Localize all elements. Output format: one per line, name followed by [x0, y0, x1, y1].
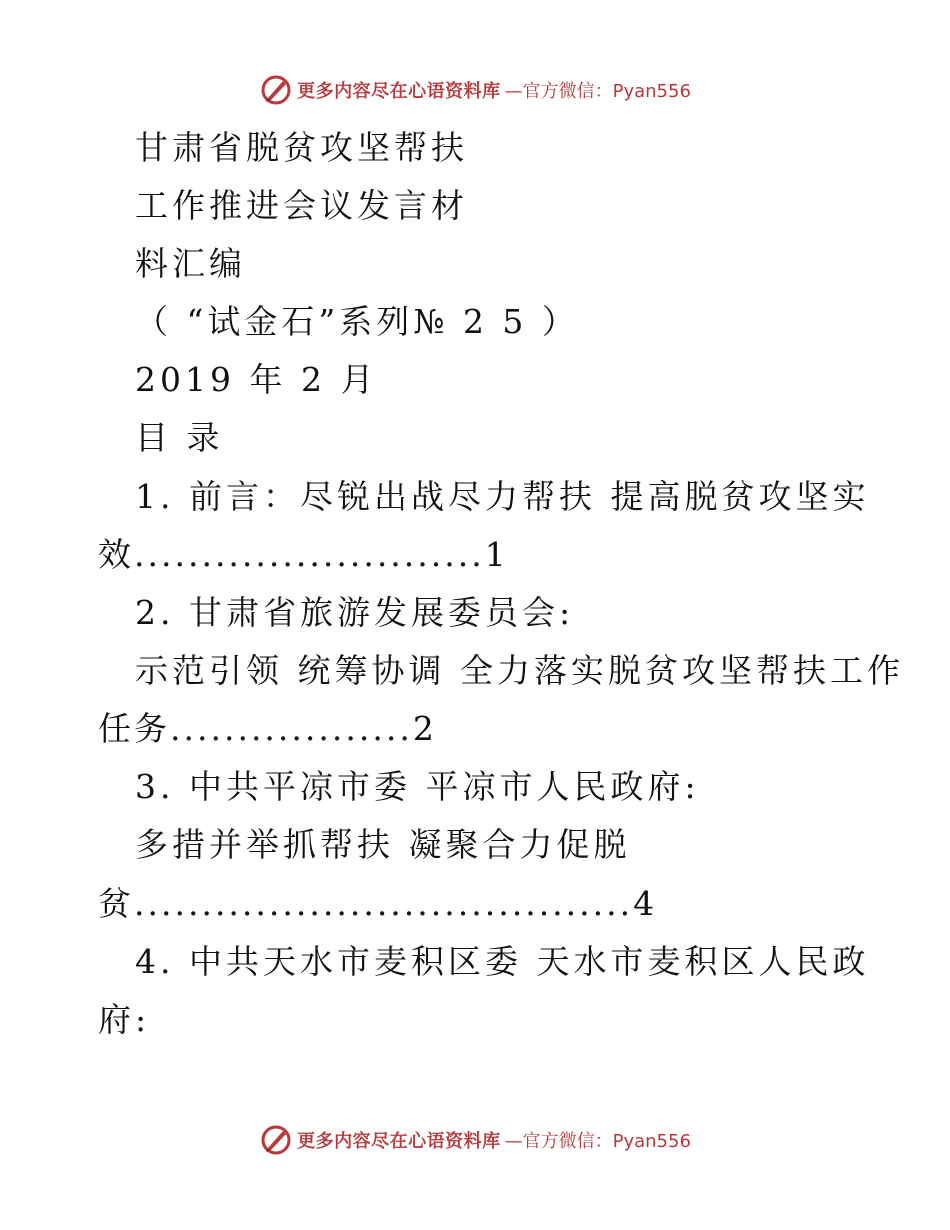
doc-title-line-2: 工作推进会议发言材	[135, 186, 468, 225]
toc-line: 贫.....................................4	[98, 884, 658, 923]
quill-pen-circle-icon	[259, 73, 293, 107]
toc-line: 效..........................1	[98, 535, 509, 574]
doc-title-line-1: 甘肃省脱贫攻坚帮扶	[135, 128, 468, 167]
toc-line: 4. 中共天水市麦积区委 天水市麦积区人民政	[135, 942, 870, 981]
watermark-wechat-text: —官方微信：Pyan556	[504, 81, 691, 102]
toc-line: 1. 前言：尽锐出战尽力帮扶 提高脱贫攻坚实	[135, 477, 870, 516]
toc-line: 府:	[98, 1000, 151, 1039]
watermark-banner-top	[0, 70, 950, 110]
toc-line: 多措并举抓帮扶 凝聚合力促脱	[135, 825, 631, 864]
watermark-site-text: 更多内容尽在心语资料库	[297, 81, 501, 102]
toc-line: 任务..................2	[98, 709, 437, 748]
doc-series: （ “试金石”系列№ 2 5 ）	[135, 302, 579, 341]
watermark-content	[259, 1123, 691, 1157]
toc-line: 3. 中共平凉市委 平凉市人民政府:	[135, 767, 700, 806]
doc-title-line-3: 料汇编	[135, 244, 246, 283]
toc-line: 2. 甘肃省旅游发展委员会:	[135, 593, 575, 632]
toc-line: 示范引领 统筹协调 全力落实脱贫攻坚帮扶工作	[135, 651, 904, 690]
quill-pen-circle-icon	[259, 1123, 293, 1157]
doc-date: 2019 年 2 月	[135, 360, 378, 399]
toc-heading: 目 录	[135, 418, 224, 457]
watermark-content	[259, 73, 691, 107]
watermark-site-text: 更多内容尽在心语资料库	[297, 1131, 501, 1152]
watermark-banner-bottom	[0, 1120, 950, 1160]
watermark-wechat-text: —官方微信：Pyan556	[504, 1131, 691, 1152]
